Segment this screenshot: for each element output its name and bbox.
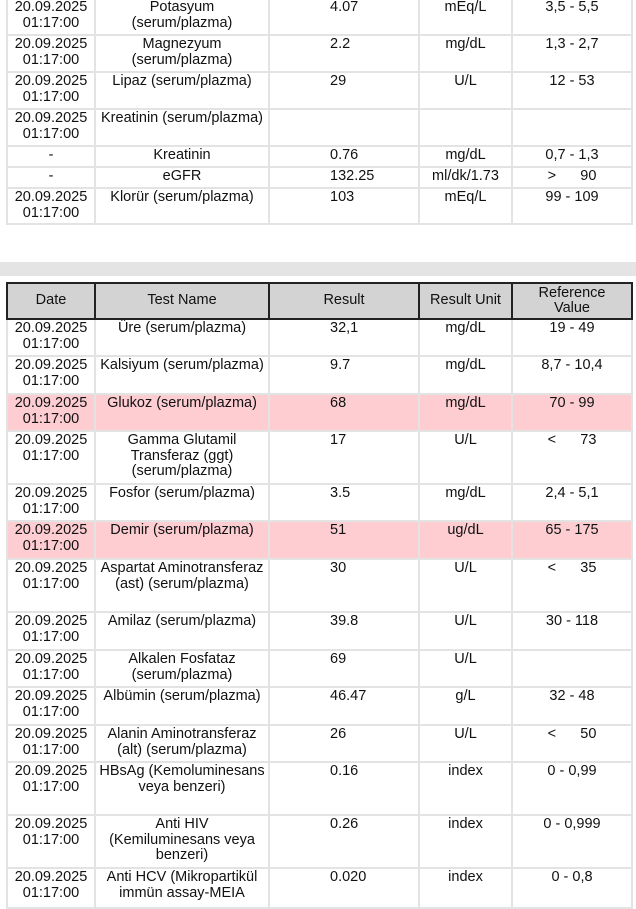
date-text: 20.09.2025 <box>14 522 88 538</box>
test-name-cell: Glukoz (serum/plazma) <box>95 394 269 431</box>
section-divider <box>0 262 636 276</box>
unit-cell: U/L <box>419 431 512 484</box>
date-cell <box>7 521 95 559</box>
table-row <box>7 167 632 188</box>
header-test-name[interactable]: Test Name <box>95 283 269 319</box>
result-cell: 0.76 <box>269 146 419 167</box>
date-text: 20.09.2025 <box>14 726 88 742</box>
lab-results-table-1 <box>6 0 633 225</box>
time-text: 01:17:00 <box>22 500 80 517</box>
unit-cell: U/L <box>419 612 512 650</box>
result-cell: 68 <box>269 394 419 431</box>
date-text: 20.09.2025 <box>14 560 88 576</box>
reference-cell: 2,4 - 5,1 <box>512 484 632 521</box>
date-text: 20.09.2025 <box>14 189 88 205</box>
date-text: 20.09.2025 <box>14 613 88 629</box>
test-name-cell: Lipaz (serum/plazma) <box>95 72 269 109</box>
unit-cell: mg/dL <box>419 146 512 167</box>
unit-cell: ml/dk/1.73 <box>419 167 512 188</box>
result-cell: 9.7 <box>269 356 419 394</box>
time-text: 01:17:00 <box>22 88 80 105</box>
date-text: 20.09.2025 <box>14 73 88 89</box>
date-cell <box>7 167 95 188</box>
reference-cell: 3,5 - 5,5 <box>512 0 632 35</box>
unit-cell: U/L <box>419 72 512 109</box>
reference-cell: 12 - 53 <box>512 72 632 109</box>
result-cell: 3.5 <box>269 484 419 521</box>
table-row <box>7 356 632 394</box>
test-name-cell: Kreatinin (serum/plazma) <box>95 109 269 146</box>
test-name-cell: Alkalen Fosfataz (serum/plazma) <box>95 650 269 687</box>
unit-cell: U/L <box>419 559 512 612</box>
result-cell: 2.2 <box>269 35 419 72</box>
header-date[interactable]: Date <box>7 283 95 319</box>
unit-cell: index <box>419 815 512 868</box>
unit-cell: mg/dL <box>419 319 512 356</box>
reference-cell <box>512 109 632 146</box>
test-name-cell: eGFR <box>95 167 269 188</box>
unit-cell: g/L <box>419 687 512 725</box>
reference-cell: 65 - 175 <box>512 521 632 559</box>
reference-cell: 0,7 - 1,3 <box>512 146 632 167</box>
date-text: 20.09.2025 <box>14 651 88 667</box>
time-text: 01:17:00 <box>22 628 80 645</box>
time-text: 01:17:00 <box>22 831 80 848</box>
test-name-cell: HBsAg (Kemoluminesans veya benzeri) <box>95 762 269 815</box>
table-row <box>7 815 632 868</box>
date-cell <box>7 762 95 815</box>
result-cell: 69 <box>269 650 419 687</box>
result-cell: 46.47 <box>269 687 419 725</box>
time-text: 01:17:00 <box>22 410 80 427</box>
time-text: 01:17:00 <box>22 14 80 31</box>
table-row <box>7 559 632 612</box>
reference-cell: 0 - 0,8 <box>512 868 632 908</box>
time-text: 01:17:00 <box>22 778 80 795</box>
date-cell <box>7 109 95 146</box>
table-row <box>7 146 632 167</box>
test-name-cell: Magnezyum (serum/plazma) <box>95 35 269 72</box>
test-name-cell: Klorür (serum/plazma) <box>95 188 269 224</box>
unit-cell: index <box>419 762 512 815</box>
date-cell <box>7 687 95 725</box>
table-header-row <box>7 283 632 319</box>
table-row <box>7 188 632 224</box>
date-cell <box>7 0 95 35</box>
table-row <box>7 431 632 484</box>
test-name-cell: Fosfor (serum/plazma) <box>95 484 269 521</box>
test-name-cell: Anti HCV (Mikropartikül immün assay-MEIA <box>95 868 269 908</box>
time-text: 01:17:00 <box>22 575 80 592</box>
test-name-cell: Gamma Glutamil Transferaz (ggt) (serum/plazma) <box>95 431 269 484</box>
table-row <box>7 868 632 908</box>
header-result-unit[interactable]: Result Unit <box>419 283 512 319</box>
result-cell: 39.8 <box>269 612 419 650</box>
test-name-cell: Albümin (serum/plazma) <box>95 687 269 725</box>
table-row <box>7 725 632 762</box>
result-cell <box>269 109 419 146</box>
date-text: 20.09.2025 <box>14 36 88 52</box>
test-name-cell: Kalsiyum (serum/plazma) <box>95 356 269 394</box>
date-cell <box>7 559 95 612</box>
date-cell <box>7 868 95 908</box>
table-row <box>7 394 632 431</box>
date-cell <box>7 431 95 484</box>
time-text: 01:17:00 <box>22 703 80 720</box>
result-cell: 30 <box>269 559 419 612</box>
unit-cell <box>419 109 512 146</box>
table-row <box>7 484 632 521</box>
table-row <box>7 319 632 356</box>
time-text: 01:17:00 <box>22 335 80 352</box>
result-cell: 132.25 <box>269 167 419 188</box>
date-text: 20.09.2025 <box>14 816 88 832</box>
reference-cell: 70 - 99 <box>512 394 632 431</box>
date-text: 20.09.2025 <box>14 485 88 501</box>
unit-cell: mg/dL <box>419 394 512 431</box>
reference-cell: 0 - 0,99 <box>512 762 632 815</box>
unit-cell: U/L <box>419 725 512 762</box>
date-cell <box>7 650 95 687</box>
date-text: 20.09.2025 <box>14 869 88 885</box>
date-cell <box>7 484 95 521</box>
date-cell <box>7 725 95 762</box>
time-text: 01:17:00 <box>22 204 80 221</box>
reference-cell: < 73 <box>512 431 632 484</box>
unit-cell: ug/dL <box>419 521 512 559</box>
date-cell <box>7 356 95 394</box>
table-row <box>7 762 632 815</box>
test-name-cell: Aspartat Aminotransferaz (ast) (serum/plazma) <box>95 559 269 612</box>
result-cell: 29 <box>269 72 419 109</box>
test-name-cell: Amilaz (serum/plazma) <box>95 612 269 650</box>
time-text: 01:17:00 <box>22 372 80 389</box>
result-cell: 17 <box>269 431 419 484</box>
time-text: 01:17:00 <box>22 51 80 68</box>
result-cell: 32,1 <box>269 319 419 356</box>
time-text: 01:17:00 <box>22 537 80 554</box>
test-name-cell: Alanin Aminotransferaz (alt) (serum/plazma) <box>95 725 269 762</box>
result-cell: 0.16 <box>269 762 419 815</box>
unit-cell: mEq/L <box>419 0 512 35</box>
date-text: - <box>48 147 54 163</box>
test-name-cell: Üre (serum/plazma) <box>95 319 269 356</box>
date-cell <box>7 72 95 109</box>
test-name-cell: Potasyum (serum/plazma) <box>95 0 269 35</box>
table-row <box>7 521 632 559</box>
unit-cell: mg/dL <box>419 484 512 521</box>
unit-cell: U/L <box>419 650 512 687</box>
header-result[interactable]: Result <box>269 283 419 319</box>
reference-cell: 8,7 - 10,4 <box>512 356 632 394</box>
reference-cell: < 50 <box>512 725 632 762</box>
unit-cell: mg/dL <box>419 35 512 72</box>
table-row <box>7 109 632 146</box>
date-text: 20.09.2025 <box>14 763 88 779</box>
result-cell: 26 <box>269 725 419 762</box>
date-text: - <box>48 168 54 184</box>
date-cell <box>7 35 95 72</box>
time-text: 01:17:00 <box>22 884 80 901</box>
table-row <box>7 72 632 109</box>
date-cell <box>7 815 95 868</box>
header-reference-value[interactable]: Reference Value <box>512 283 632 319</box>
date-text: 20.09.2025 <box>14 110 88 126</box>
unit-cell: mEq/L <box>419 188 512 224</box>
table-row <box>7 687 632 725</box>
result-cell: 0.020 <box>269 868 419 908</box>
time-text: 01:17:00 <box>22 447 80 464</box>
test-name-cell: Kreatinin <box>95 146 269 167</box>
unit-cell: mg/dL <box>419 356 512 394</box>
test-name-cell: Anti HIV (Kemiluminesans veya benzeri) <box>95 815 269 868</box>
table-row <box>7 650 632 687</box>
result-cell: 0.26 <box>269 815 419 868</box>
result-cell: 51 <box>269 521 419 559</box>
lab-results-table-2 <box>6 282 633 909</box>
time-text: 01:17:00 <box>22 741 80 758</box>
reference-cell: 32 - 48 <box>512 687 632 725</box>
date-text: 20.09.2025 <box>14 320 88 336</box>
reference-cell: 99 - 109 <box>512 188 632 224</box>
date-text: 20.09.2025 <box>14 688 88 704</box>
reference-cell: 19 - 49 <box>512 319 632 356</box>
date-cell <box>7 146 95 167</box>
reference-cell <box>512 650 632 687</box>
date-cell <box>7 612 95 650</box>
reference-cell: < 35 <box>512 559 632 612</box>
date-text: 20.09.2025 <box>14 395 88 411</box>
reference-cell: 30 - 118 <box>512 612 632 650</box>
test-name-cell: Demir (serum/plazma) <box>95 521 269 559</box>
date-cell <box>7 394 95 431</box>
result-cell: 4.07 <box>269 0 419 35</box>
reference-cell: > 90 <box>512 167 632 188</box>
result-cell: 103 <box>269 188 419 224</box>
date-text: 20.09.2025 <box>14 432 88 448</box>
date-text: 20.09.2025 <box>14 357 88 373</box>
reference-cell: 1,3 - 2,7 <box>512 35 632 72</box>
time-text: 01:17:00 <box>22 125 80 142</box>
date-text: 20.09.2025 <box>14 0 88 15</box>
date-cell <box>7 188 95 224</box>
table-row <box>7 35 632 72</box>
reference-cell: 0 - 0,999 <box>512 815 632 868</box>
date-cell <box>7 319 95 356</box>
table-row <box>7 612 632 650</box>
table-row <box>7 0 632 35</box>
unit-cell: index <box>419 868 512 908</box>
time-text: 01:17:00 <box>22 666 80 683</box>
